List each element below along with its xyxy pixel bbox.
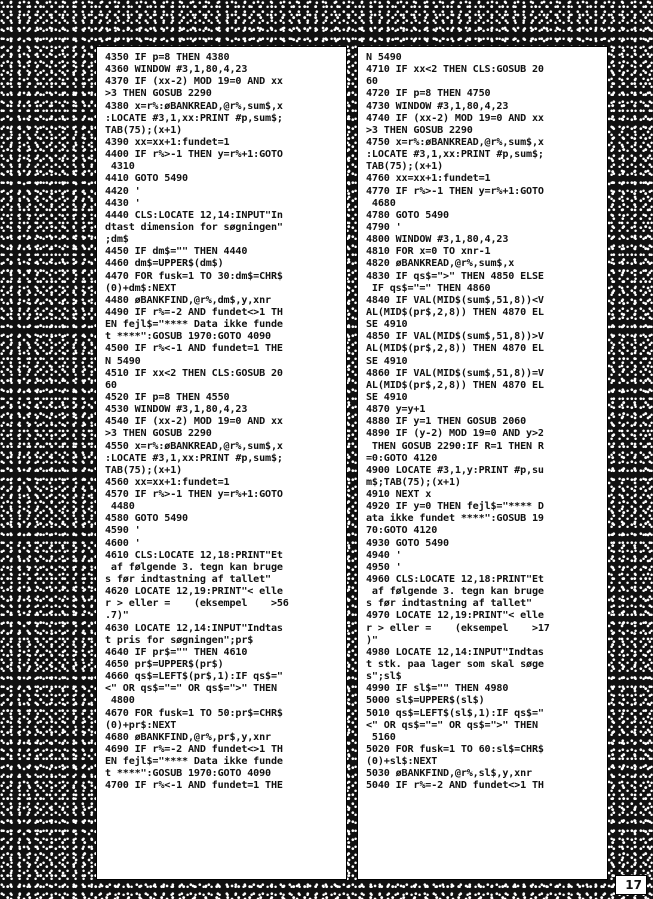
code-line: 5020 FOR fusk=1 TO 60:sl$=CHR$ [366,744,544,756]
code-line: 5030 øBANKFIND,@r%,sl$,y,xnr [366,768,532,780]
code-line: 4540 IF (xx-2) MOD 19=0 AND xx [105,416,283,428]
code-line: 4500 IF r%<-1 AND fundet=1 THE [105,343,283,355]
code-line: 4860 IF VAL(MID$(sum$,51,8))=V [366,367,544,379]
code-line: 4430 ' [105,197,141,209]
code-line: (0)+sl$:NEXT [366,756,438,768]
code-line: m$;TAB(75);(x+1) [366,476,461,488]
listing-column-left [96,46,347,880]
code-line: 4760 xx=xx+1:fundet=1 [366,173,491,185]
code-line: 4580 GOTO 5490 [105,513,188,525]
code-line: 5000 sl$=UPPER$(sl$) [366,695,485,707]
code-line: SE 4910 [366,391,408,403]
code-line: 4690 IF r%=-2 AND fundet<>1 TH [105,744,283,756]
code-line: :LOCATE #3,1,xx:PRINT #p,sum$; [105,452,283,464]
code-line: N 5490 [366,52,402,63]
code-line: 4790 ' [366,221,402,233]
code-line: 4920 IF y=0 THEN fejl$="**** D [366,501,544,513]
code-line: 60 [105,379,117,391]
code-line: 4610 CLS:LOCATE 12,18:PRINT"Et [105,549,283,561]
code-line: :LOCATE #3,1,xx:PRINT #p,sum$; [366,149,544,161]
code-line: =0:GOTO 4120 [366,452,438,464]
code-line: 4570 IF r%>-1 THEN y=r%+1:GOTO [105,489,283,501]
code-line: 4700 IF r%<-1 AND fundet=1 THE [105,780,283,792]
code-line: 4750 x=r%:øBANKREAD,@r%,sum$,x [366,136,544,148]
code-line: (0)+pr$:NEXT [105,719,177,731]
code-line: )" [366,634,378,646]
code-line: TAB(75);(x+1) [366,161,444,173]
code-line: 4810 FOR x=0 TO xnr-1 [366,246,491,258]
code-line: 4480 øBANKFIND,@r%,dm$,y,xnr [105,294,271,306]
code-line: <" OR qs$="=" OR qs$=">" THEN [105,683,277,695]
code-line: (0)+dm$:NEXT [105,282,177,294]
code-line: EN fejl$="**** Data ikke funde [105,319,283,331]
code-line: t ****":GOSUB 1970:GOTO 4090 [105,331,271,343]
code-line: IF qs$="=" THEN 4860 [366,282,491,294]
code-line: 4350 IF p=8 THEN 4380 [105,52,230,63]
code-line: t ****":GOSUB 1970:GOTO 4090 [105,768,271,780]
code-line: 4530 WINDOW #3,1,80,4,23 [105,404,248,416]
code-line: 4870 y=y+1 [366,404,426,416]
code-line: 4450 IF dm$="" THEN 4440 [105,246,248,258]
code-line: >3 THEN GOSUB 2290 [105,88,212,100]
code-line: 4400 IF r%>-1 THEN y=r%+1:GOTO [105,149,283,161]
code-line: <" OR qs$="=" OR qs$=">" THEN [366,719,538,731]
code-line: s før indtastning af tallet" [105,574,271,586]
code-line: ata ikke fundet ****":GOSUB 19 [366,513,544,525]
code-line: 4720 IF p=8 THEN 4750 [366,88,491,100]
code-line: AL(MID$(pr$,2,8)) THEN 4870 EL [366,379,544,391]
code-line: .7)" [105,610,129,622]
code-line: AL(MID$(pr$,2,8)) THEN 4870 EL [366,306,544,318]
code-line: 4800 WINDOW #3,1,80,4,23 [366,234,509,246]
code-line: SE 4910 [366,355,408,367]
code-line: 4670 FOR fusk=1 TO 50:pr$=CHR$ [105,707,283,719]
code-line: t pris for søgningen";pr$ [105,634,254,646]
code-line: ;dm$ [105,234,129,246]
code-line: 4360 WINDOW #3,1,80,4,23 [105,64,248,76]
code-line: 4710 IF xx<2 THEN CLS:GOSUB 20 [366,64,544,76]
code-line: 4460 dm$=UPPER$(dm$) [105,258,224,270]
code-line: 4660 qs$=LEFT$(pr$,1):IF qs$=" [105,671,283,683]
code-line: 4910 NEXT x [366,489,432,501]
code-line: 4930 GOTO 5490 [366,537,449,549]
code-line: SE 4910 [366,319,408,331]
code-line: 4940 ' [366,549,402,561]
code-line: 60 [366,76,378,88]
code-line: 4650 pr$=UPPER$(pr$) [105,659,224,671]
code-line: 4600 ' [105,537,141,549]
code-line: 5160 [366,731,396,743]
code-line: TAB(75);(x+1) [105,124,183,136]
code-line: 4640 IF pr$="" THEN 4610 [105,646,248,658]
code-line: 4730 WINDOW #3,1,80,4,23 [366,100,509,112]
code-line: 4830 IF qs$=">" THEN 4850 ELSE [366,270,544,282]
code-line: 4950 ' [366,561,402,573]
code-line: 4840 IF VAL(MID$(sum$,51,8))<V [366,294,544,306]
code-line: >3 THEN GOSUB 2290 [105,428,212,440]
code-line: 4780 GOTO 5490 [366,209,449,221]
listing-column-right [357,46,608,880]
code-line: 4800 [105,695,135,707]
code-line: 4820 øBANKREAD,@r%,sum$,x [366,258,515,270]
code-line: 4740 IF (xx-2) MOD 19=0 AND xx [366,112,544,124]
code-line: 4560 xx=xx+1:fundet=1 [105,476,230,488]
code-line: 4370 IF (xx-2) MOD 19=0 AND xx [105,76,283,88]
code-line: 4480 [105,501,135,513]
code-line: t stk. paa lager som skal søge [366,659,544,671]
code-line: >3 THEN GOSUB 2290 [366,124,473,136]
code-line: 4990 IF sl$="" THEN 4980 [366,683,509,695]
code-line: 4520 IF p=8 THEN 4550 [105,391,230,403]
code-line: 4310 [105,161,135,173]
code-line: 4490 IF r%=-2 AND fundet<>1 TH [105,306,283,318]
code-line: s";sl$ [366,671,402,683]
page-number: 17 [615,875,647,895]
code-line: 4850 IF VAL(MID$(sum$,51,8))>V [366,331,544,343]
code-line: dtast dimension for søgningen" [105,221,283,233]
code-line: 4590 ' [105,525,141,537]
code-line: EN fejl$="**** Data ikke funde [105,756,283,768]
code-line: 4380 x=r%:øBANKREAD,@r%,sum$,x [105,100,283,112]
code-line: af følgende 3. tegn kan bruge [105,561,283,573]
code-line: 4770 IF r%>-1 THEN y=r%+1:GOTO [366,185,544,197]
code-line: 4970 LOCATE 12,19:PRINT"< elle [366,610,544,622]
code-line: s før indtastning af tallet" [366,598,532,610]
code-line: :LOCATE #3,1,xx:PRINT #p,sum$; [105,112,283,124]
code-line: 4680 øBANKFIND,@r%,pr$,y,xnr [105,731,271,743]
code-line: 4620 LOCATE 12,19:PRINT"< elle [105,586,283,598]
code-line: 4550 x=r%:øBANKREAD,@r%,sum$,x [105,440,283,452]
code-line: 4680 [366,197,396,209]
code-line: af følgende 3. tegn kan bruge [366,586,544,598]
code-line: 4980 LOCATE 12,14:INPUT"Indtas [366,646,544,658]
code-line: 4960 CLS:LOCATE 12,18:PRINT"Et [366,574,544,586]
code-line: 4440 CLS:LOCATE 12,14:INPUT"In [105,209,283,221]
code-line: r > eller = (eksempel >17 [366,622,550,634]
code-line: r > eller = (eksempel >56 [105,598,289,610]
code-line: AL(MID$(pr$,2,8)) THEN 4870 EL [366,343,544,355]
code-line: 4630 LOCATE 12,14:INPUT"Indtas [105,622,283,634]
code-line: 70:GOTO 4120 [366,525,438,537]
code-line: 5010 qs$=LEFT$(sl$,1):IF qs$=" [366,707,544,719]
code-line: 4390 xx=xx+1:fundet=1 [105,136,230,148]
code-line: 4510 IF xx<2 THEN CLS:GOSUB 20 [105,367,283,379]
code-line: 4880 IF y=1 THEN GOSUB 2060 [366,416,527,428]
code-line: 4900 LOCATE #3,1,y:PRINT #p,su [366,464,544,476]
code-line: THEN GOSUB 2290:IF R=1 THEN R [366,440,544,452]
code-line: 4410 GOTO 5490 [105,173,188,185]
code-line: 4470 FOR fusk=1 TO 30:dm$=CHR$ [105,270,283,282]
code-line: 5040 IF r%=-2 AND fundet<>1 TH [366,780,544,792]
code-line: TAB(75);(x+1) [105,464,183,476]
code-line: 4420 ' [105,185,141,197]
code-line: 4890 IF (y-2) MOD 19=0 AND y>2 [366,428,544,440]
code-line: N 5490 [105,355,141,367]
